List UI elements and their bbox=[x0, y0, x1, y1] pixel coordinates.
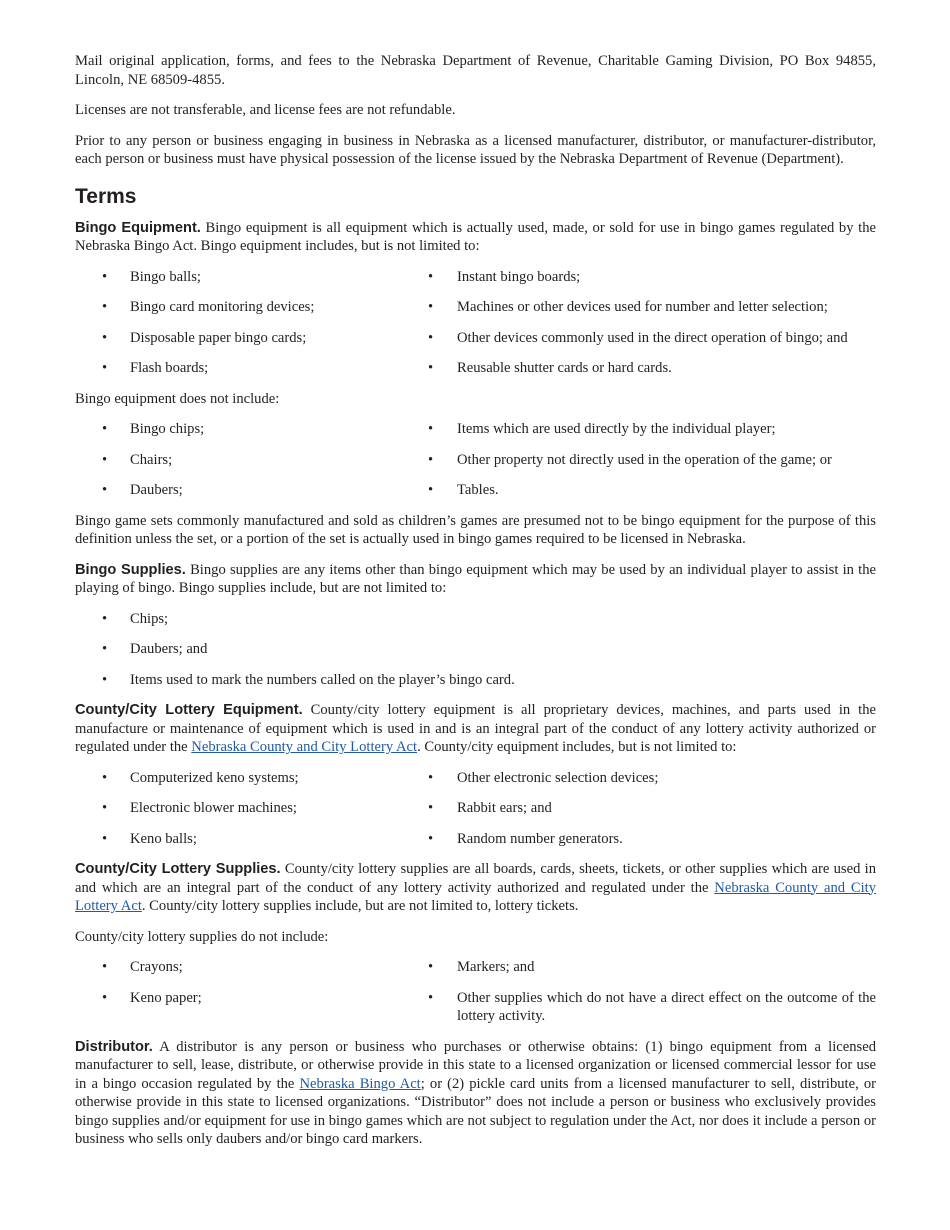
bingo-act-link[interactable]: Nebraska Bingo Act bbox=[299, 1075, 421, 1092]
lottery-supplies-term: County/City Lottery Supplies. bbox=[75, 861, 281, 877]
bullet-icon: • bbox=[428, 830, 434, 847]
list-item: • Bingo card monitoring devices; bbox=[102, 299, 315, 315]
bullet-icon: • bbox=[102, 959, 108, 975]
list-item: • Keno balls; bbox=[102, 830, 197, 847]
bullet-icon: • bbox=[428, 299, 434, 315]
lottery-supplies-definition: County/City Lottery Supplies. County/city lottery supplies are all boards, cards, sheets, tickets, or other supplies which are used in and which are an integral part of the conduct of any lottery activity authorized and regulated under the Nebraska County and City Lottery Act. County/city lottery supplies include, but are not limited to, lottery tickets. bbox=[75, 861, 877, 914]
list-item: • Bingo balls; bbox=[102, 268, 201, 285]
list-item: • Chips; bbox=[102, 610, 169, 627]
list-item: • Electronic blower machines; bbox=[102, 800, 297, 816]
lottery-equipment-definition: County/City Lottery Equipment. County/city lottery equipment is all proprietary devices, machines, and parts used in the manufacture or maintenance of equipment which is used in and is an integral part of the conduct of any lottery activity authorized or regulated under the Nebraska County and City Lottery Act. County/city equipment includes, but is not limited to: bbox=[75, 702, 877, 755]
bingo-game-sets-note: Bingo game sets commonly manufactured and sold as children’s games are presumed not to be bingo equipment for the purpose of this definition unless the set, or a portion of the set is actually used in bingo games required to be licensed in Nebraska. bbox=[75, 512, 876, 547]
lottery-act-link[interactable]: Nebraska County and City Lottery Act bbox=[75, 879, 876, 914]
document-page bbox=[75, 52, 876, 1161]
list-item: • Daubers; and bbox=[102, 641, 208, 657]
distributor-definition: Distributor. A distributor is any person or business who purchases or otherwise obtains: (1) bingo equipment from a licensed manufacturer to sell, lease, distribute, or otherwise provide in this state to a licensed organization or licensed commercial lessor for use in a bingo occasion regulated by the Nebraska Bingo Act; or (2) pickle card units from a licensed manufacturer to sell, distribute, or otherwise provide in this state to licensed organizations. “Distributor” does not include a person or business who exclusively provides bingo supplies and/or equipment for use in bingo games which are not subject to regulation under the Act, nor does it include a person or business who sells only daubers and/or bingo card markers. bbox=[75, 1038, 876, 1147]
bingo-supplies-includes-list bbox=[75, 610, 876, 690]
bullet-icon: • bbox=[102, 268, 108, 285]
list-item: • Random number generators. bbox=[428, 830, 623, 847]
list-item: • Disposable paper bingo cards; bbox=[102, 329, 307, 346]
bullet-icon: • bbox=[102, 299, 108, 315]
bullet-icon: • bbox=[428, 482, 434, 498]
list-item: • Other electronic selection devices; bbox=[428, 769, 659, 786]
bullet-icon: • bbox=[102, 830, 108, 847]
bullet-icon: • bbox=[428, 268, 434, 285]
list-item: • Tables. bbox=[428, 482, 499, 498]
bullet-icon: • bbox=[428, 769, 434, 786]
bingo-equipment-exclusion-label: Bingo equipment does not include: bbox=[75, 390, 280, 407]
lottery-supplies-exclusion-label: County/city lottery supplies do not include: bbox=[75, 928, 329, 945]
bingo-supplies-term: Bingo Supplies. bbox=[75, 561, 186, 578]
bullet-icon: • bbox=[428, 360, 434, 376]
bullet-icon: • bbox=[102, 769, 108, 786]
bingo-equipment-excludes-list bbox=[75, 420, 876, 500]
intro-license-paragraph: Licenses are not transferable, and license fees are not refundable. bbox=[75, 102, 456, 118]
list-item: • Instant bingo boards; bbox=[428, 268, 581, 285]
list-item: • Computerized keno systems; bbox=[102, 769, 299, 786]
bullet-icon: • bbox=[102, 610, 108, 627]
bingo-equipment-term: Bingo Equipment. bbox=[75, 219, 201, 236]
bullet-icon: • bbox=[102, 641, 108, 657]
list-item: • Keno paper; bbox=[102, 989, 202, 1006]
lottery-equipment-term: County/City Lottery Equipment. bbox=[75, 702, 303, 718]
list-item: • Flash boards; bbox=[102, 360, 209, 376]
list-item: • Other devices commonly used in the direct operation of bingo; and bbox=[428, 329, 848, 346]
bullet-icon: • bbox=[428, 989, 434, 1006]
bullet-icon: • bbox=[428, 451, 434, 468]
lottery-act-link[interactable]: Nebraska County and City Lottery Act bbox=[191, 739, 418, 755]
bullet-icon: • bbox=[102, 482, 108, 498]
list-item: • Rabbit ears; and bbox=[428, 800, 552, 816]
intro-possession-paragraph: Prior to any person or business engaging in business in Nebraska as a licensed manufacturer, distributor, or manufacturer-distributor, each person or business must have physical possession of the license issued by the Nebraska Department of Revenue (Department). bbox=[75, 132, 876, 167]
bullet-icon: • bbox=[102, 451, 108, 468]
list-item: • Other property not directly used in the operation of the game; or bbox=[428, 451, 832, 468]
list-item: • Items used to mark the numbers called on the player’s bingo card. bbox=[102, 671, 515, 688]
bingo-supplies-text: Bingo supplies are any items other than bingo equipment which may be used by an individual player to assist in the playing of bingo. Bingo supplies include, but are not limited to: bbox=[75, 561, 876, 596]
distributor-term: Distributor. bbox=[75, 1038, 153, 1055]
list-item: • Machines or other devices used for number and letter selection; bbox=[428, 299, 828, 315]
list-item: • Items which are used directly by the individual player; bbox=[428, 421, 776, 437]
bullet-icon: • bbox=[102, 989, 108, 1006]
list-item: • Bingo chips; bbox=[102, 421, 205, 437]
bullet-icon: • bbox=[428, 421, 434, 437]
bullet-icon: • bbox=[102, 671, 108, 688]
bullet-icon: • bbox=[102, 800, 108, 816]
bullet-icon: • bbox=[428, 329, 434, 346]
list-item: • Markers; and bbox=[428, 959, 535, 975]
bullet-icon: • bbox=[428, 959, 434, 975]
bullet-icon: • bbox=[102, 329, 108, 346]
list-item: • Chairs; bbox=[102, 451, 173, 468]
intro-mailing-paragraph: Mail original application, forms, and fees to the Nebraska Department of Revenue, Charitable Gaming Division, PO Box 94855, Lincoln, NE 68509-4855. bbox=[75, 53, 876, 88]
bingo-equipment-text: Bingo equipment is all equipment which is actually used, made, or sold for use in bingo games regulated by the Nebraska Bingo Act. Bingo equipment includes, but is not limited to: bbox=[75, 219, 876, 254]
bingo-equipment-definition bbox=[75, 219, 876, 256]
bullet-icon: • bbox=[102, 360, 108, 376]
lottery-equipment-includes-list bbox=[75, 769, 876, 849]
bullet-icon: • bbox=[428, 800, 434, 816]
bingo-equipment-includes-list bbox=[75, 268, 876, 378]
bingo-supplies-definition bbox=[75, 561, 876, 598]
list-item: • Other supplies which do not have a direct effect on the outcome of the lottery activity. bbox=[428, 989, 876, 1024]
bullet-icon: • bbox=[102, 421, 108, 437]
lottery-supplies-excludes-list bbox=[75, 958, 876, 1026]
terms-heading: Terms bbox=[75, 184, 137, 208]
list-item: • Reusable shutter cards or hard cards. bbox=[428, 360, 672, 376]
list-item: • Crayons; bbox=[102, 959, 183, 975]
list-item: • Daubers; bbox=[102, 482, 183, 498]
